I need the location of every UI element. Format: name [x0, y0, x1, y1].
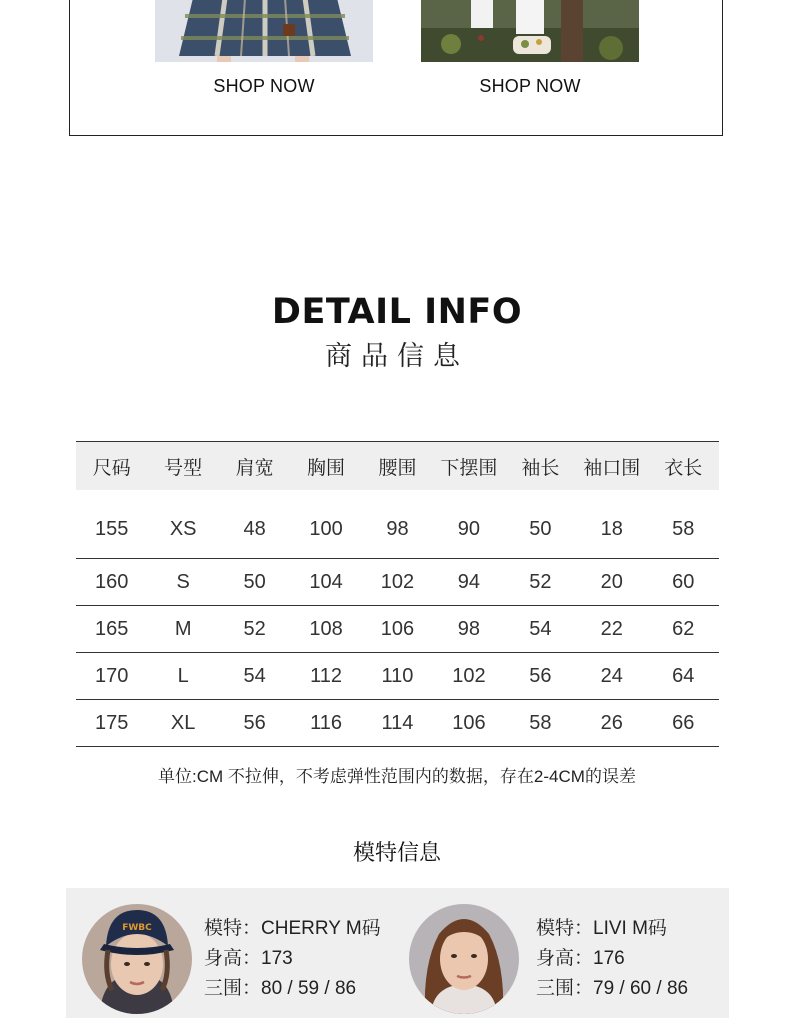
- table-cell: 64: [648, 653, 720, 700]
- table-row: [76, 606, 719, 653]
- model-info-livi: [536, 914, 688, 1004]
- size-table-header-row: [76, 442, 719, 491]
- table-cell: 114: [362, 700, 433, 747]
- table-cell: 20: [576, 559, 647, 606]
- detail-info-title: DETAIL INFO: [271, 292, 523, 332]
- table-cell: 56: [505, 653, 576, 700]
- table-cell: 94: [433, 559, 504, 606]
- table-row: [76, 559, 719, 606]
- table-cell: 54: [505, 606, 576, 653]
- table-row: [76, 490, 719, 559]
- table-cell: 155: [76, 490, 147, 559]
- size-table-header: 尺码: [76, 442, 147, 491]
- model-info-cherry: [204, 914, 381, 1004]
- size-table-header: 胸围: [290, 442, 361, 491]
- table-cell: 66: [648, 700, 720, 747]
- avatar: [82, 904, 192, 1014]
- promo-image-outdoor[interactable]: [421, 0, 639, 62]
- table-cell: 90: [433, 490, 504, 559]
- table-cell: 112: [290, 653, 361, 700]
- size-table-header: 袖长: [505, 442, 576, 491]
- table-cell: 52: [219, 606, 290, 653]
- table-row: [76, 700, 719, 747]
- size-table-header: 下摆围: [433, 442, 504, 491]
- table-cell: 62: [648, 606, 720, 653]
- table-cell: 102: [433, 653, 504, 700]
- size-table-header: 肩宽: [219, 442, 290, 491]
- table-cell: 106: [362, 606, 433, 653]
- model-section-title: 模特信息: [352, 840, 441, 865]
- table-cell: 165: [76, 606, 147, 653]
- table-cell: 110: [362, 653, 433, 700]
- table-cell: 170: [76, 653, 147, 700]
- table-cell: 48: [219, 490, 290, 559]
- model-name: 模特：CHERRY M码: [204, 918, 381, 939]
- table-cell: 104: [290, 559, 361, 606]
- table-cell: 108: [290, 606, 361, 653]
- table-cell: S: [147, 559, 218, 606]
- table-cell: 56: [219, 700, 290, 747]
- table-cell: 50: [219, 559, 290, 606]
- table-cell: L: [147, 653, 218, 700]
- shop-now-button-right[interactable]: SHOP NOW: [479, 76, 581, 96]
- table-cell: 58: [648, 490, 720, 559]
- table-cell: 18: [576, 490, 647, 559]
- model-height: 身高：176: [536, 948, 625, 969]
- model-livi-photo: [409, 904, 519, 1014]
- size-table-header: 衣长: [648, 442, 720, 491]
- table-cell: 24: [576, 653, 647, 700]
- size-table: [76, 441, 719, 747]
- table-cell: 54: [219, 653, 290, 700]
- table-cell: 160: [76, 559, 147, 606]
- table-cell: 22: [576, 606, 647, 653]
- size-table-header: 号型: [147, 442, 218, 491]
- outdoor-photo: [421, 0, 639, 62]
- model-name: 模特：LIVI M码: [536, 918, 667, 939]
- shop-now-button-left[interactable]: SHOP NOW: [213, 76, 315, 96]
- model-height: 身高：173: [204, 948, 293, 969]
- promo-box: [69, 0, 723, 136]
- avatar: [409, 904, 519, 1014]
- unit-note: 单位:CM 不拉伸，不考虑弹性范围内的数据，存在2-4CM的误差: [158, 767, 636, 786]
- table-cell: 102: [362, 559, 433, 606]
- cap-logo-text: FWBC: [122, 923, 152, 933]
- table-cell: 60: [648, 559, 720, 606]
- promo-image-skirt[interactable]: [155, 0, 373, 62]
- table-cell: 52: [505, 559, 576, 606]
- table-cell: 98: [362, 490, 433, 559]
- table-cell: 98: [433, 606, 504, 653]
- model-info-panel: [66, 888, 729, 1018]
- table-row: [76, 653, 719, 700]
- model-cherry-photo: [82, 904, 192, 1014]
- table-cell: M: [147, 606, 218, 653]
- table-cell: XL: [147, 700, 218, 747]
- table-cell: 50: [505, 490, 576, 559]
- table-cell: 100: [290, 490, 361, 559]
- table-cell: XS: [147, 490, 218, 559]
- size-table-header: 腰围: [362, 442, 433, 491]
- table-cell: 116: [290, 700, 361, 747]
- model-measurements: 三围：80 / 59 / 86: [204, 978, 357, 999]
- detail-info-subtitle: 商品信息: [325, 341, 469, 371]
- skirt-photo: [155, 0, 373, 62]
- table-cell: 175: [76, 700, 147, 747]
- table-cell: 26: [576, 700, 647, 747]
- size-table-header: 袖口围: [576, 442, 647, 491]
- model-measurements: 三围：79 / 60 / 86: [536, 978, 689, 999]
- table-cell: 58: [505, 700, 576, 747]
- table-cell: 106: [433, 700, 504, 747]
